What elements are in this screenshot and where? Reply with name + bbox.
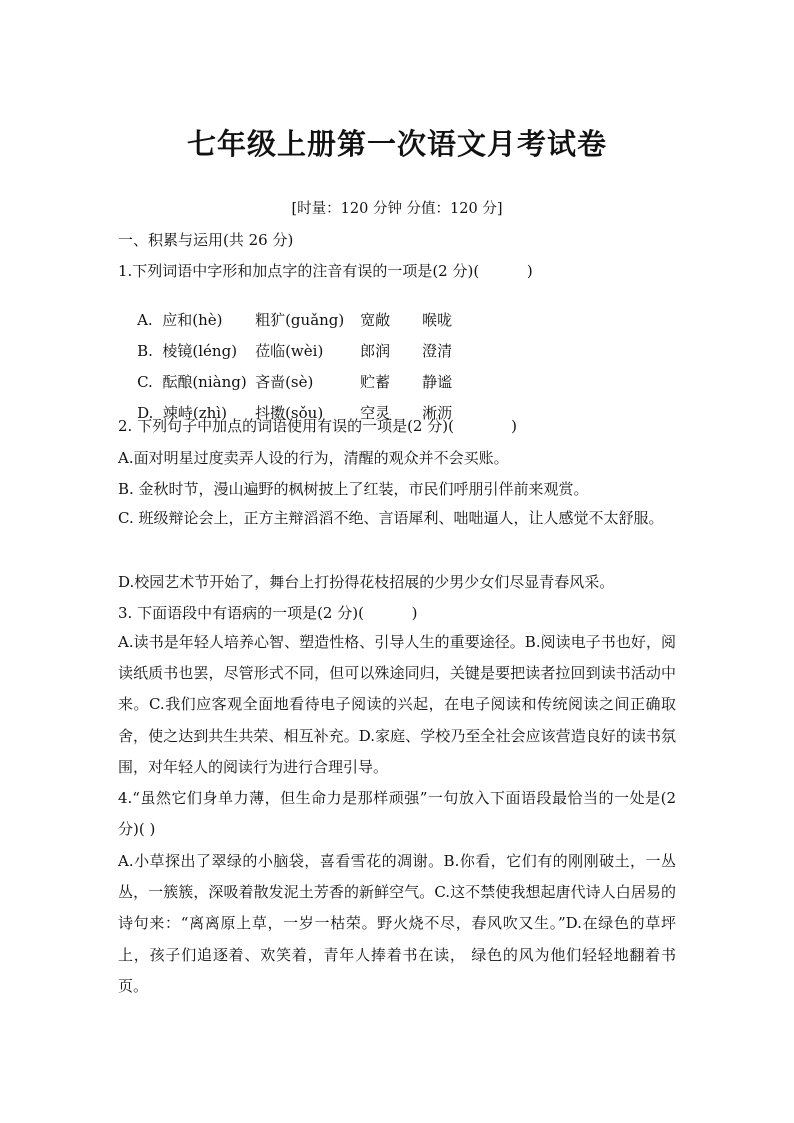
question-3-passage: A.读书是年轻人培养心智、塑造性格、引导人生的重要途径。B.阅读电子书也好，阅读纸质书也罢，尽管形式不同，但可以殊途同归，关键是要把读者拉回到读书活动中来。C.我们应客观全面地看待电子阅读的兴起，在电子阅读和传统阅读之间正确取舍，使之达到共生共荣、相互补充。D.家庭、学校乃至全社会应该营造良好的读书氛围，对年轻人的阅读行为进行合理引导。 (118, 633, 676, 776)
question-3-stem: 3. 下面语段中有语病的一项是(2 分)( ) (118, 604, 418, 622)
question-2-stem: 2. 下列句子中加点的词语使用有误的一项是(2 分)( ) (118, 417, 518, 435)
option-word: 澄清 (422, 342, 453, 360)
section-heading: 一、积累与运用(共 26 分) (118, 231, 294, 249)
option-word: 空灵 (360, 404, 391, 422)
option-label: C. 酝酿(niàng) (137, 373, 247, 391)
option-word: 粗犷(guǎng) (255, 311, 345, 329)
option-label: D. 竦峙(zhì) (137, 404, 227, 422)
question-2-option-d: D.校园艺术节开始了，舞台上打扮得花枝招展的少男少女们尽显青春风采。 (118, 573, 615, 591)
question-2-option-b: B. 金秋时节，漫山遍野的枫树披上了红装，市民们呼朋引伴前来观赏。 (118, 480, 589, 498)
option-label: B. 棱镜(léng) (137, 342, 238, 360)
option-word: 静谧 (422, 373, 453, 391)
question-1-stem: 1.下列词语中字形和加点字的注音有误的一项是(2 分)( ) (118, 262, 533, 280)
option-word: 抖擞(sǒu) (255, 404, 324, 422)
exam-title: 七年级上册第一次语文月考试卷 (186, 127, 607, 161)
exam-meta: [时量：120 分钟 分值：120 分] (291, 201, 503, 217)
option-word: 莅临(wèi) (255, 342, 324, 360)
option-word: 贮蓄 (360, 373, 391, 391)
question-2-option-c: C. 班级辩论会上，正方主辩滔滔不绝、言语犀利、咄咄逼人，让人感觉不太舒服。 (118, 509, 664, 527)
option-word: 郎润 (360, 342, 391, 360)
option-word: 吝啬(sè) (255, 373, 314, 391)
question-4-passage: A.小草探出了翠绿的小脑袋，喜看雪花的凋谢。B.你看，它们有的刚刚破土，一丛丛，一簇簇，深吸着散发泥土芳香的新鲜空气。C.这不禁使我想起唐代诗人白居易的诗句来：“离离原上草，一岁一枯荣。野火烧不尽，春风吹又生。”D.在绿色的草坪上，孩子们追逐着、欢笑着，青年人捧着书在读， 绿色的风为他们轻轻地翻着书页。 (118, 852, 676, 995)
question-4-stem: 4.“虽然它们身单力薄，但生命力是那样顽强”一句放入下面语段最恰当的一处是(2 分)( ) (118, 789, 676, 839)
option-word: 喉咙 (422, 311, 453, 329)
question-2-option-a: A.面对明星过度卖弄人设的行为，清醒的观众并不会买账。 (118, 449, 509, 467)
option-word: 宽敞 (360, 311, 391, 329)
option-word: 淅沥 (422, 404, 453, 422)
option-label: A. 应和(hè) (137, 311, 223, 329)
